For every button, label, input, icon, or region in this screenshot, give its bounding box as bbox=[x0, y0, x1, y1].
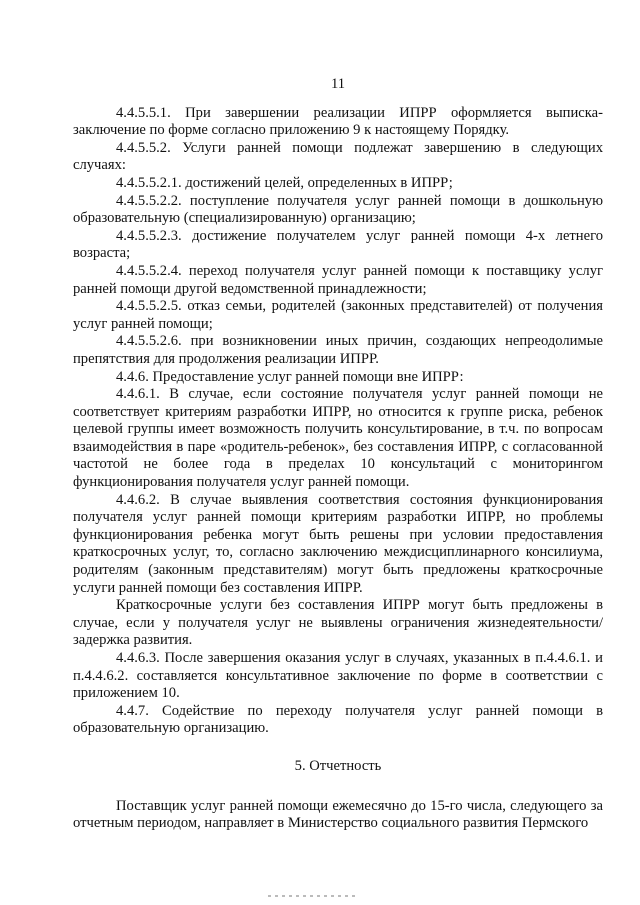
paragraph: 4.4.6. Предоставление услуг ранней помощи вне ИПРР: bbox=[116, 368, 464, 385]
page-number: 11 bbox=[330, 76, 346, 92]
paragraph: 4.4.5.5.1. При завершении реализации ИПРР оформляется выписка-заключение по форме согласно приложению 9 к настоящему Порядку. bbox=[73, 104, 603, 139]
paragraph: 4.4.5.5.2.6. при возникновении иных причин, создающих непреодолимые препятствия для продолжения реализации ИПРР. bbox=[73, 333, 603, 367]
paragraph: 4.4.6.3. После завершения оказания услуг в случаях, указанных в п.4.4.6.1. и п.4.4.6.2. составляется консультативное заключение по форме в соответствии с приложением 10. bbox=[73, 650, 603, 702]
closing-paragraph: Поставщик услуг ранней помощи ежемесячно до 15-го числа, следующего за отчетным периодом, направляет в Министерство социального развития Пермского bbox=[73, 797, 603, 832]
section-title: 5. Отчетность bbox=[294, 757, 382, 774]
scan-artifact bbox=[268, 895, 358, 897]
paragraph: 4.4.5.5.2.1. достижений целей, определенных в ИПРР; bbox=[116, 174, 453, 191]
paragraph: 4.4.5.5.2.3. достижение получателем услуг ранней помощи 4-х летнего возраста; bbox=[73, 227, 603, 262]
paragraph: Краткосрочные услуги без составления ИПРР могут быть предложены в случае, если у получателя услуг не выявлены ограничения жизнедеятельности/задержка развития. bbox=[73, 597, 603, 649]
paragraph: 4.4.5.5.2.2. поступление получателя услуг ранней помощи в дошкольную образовательную (специализированную) организацию; bbox=[73, 192, 603, 227]
paragraph: 4.4.5.5.2.5. отказ семьи, родителей (законных представителей) от получения услуг ранней помощи; bbox=[73, 298, 603, 332]
paragraph: 4.4.7. Содействие по переходу получателя услуг ранней помощи в образовательную организацию. bbox=[73, 702, 603, 737]
paragraph: 4.4.6.1. В случае, если состояние получателя услуг ранней помощи не соответствует критериям разработки ИПРР, но относится к группе риска, ребенок целевой группы имеет возможность получить консультирование, в т.ч. по вопросам взаимодействия в паре «родитель-ребенок», без составления ИПРР, с согласованной частотой не более года в пределах 10 консультаций с мониторингом функционирования получателя услуг ранней помощи. bbox=[73, 386, 603, 491]
paragraph: 4.4.5.5.2. Услуги ранней помощи подлежат завершению в следующих случаях: bbox=[73, 139, 603, 174]
paragraph: 4.4.5.5.2.4. переход получателя услуг ранней помощи к поставщику услуг ранней помощи другой ведомственной принадлежности; bbox=[73, 262, 603, 297]
paragraph: 4.4.6.2. В случае выявления соответствия состояния функционирования получателя услуг ранней помощи критериям разработки ИПРР, но проблемы функционирования ребенка могут быть решены при условии предоставления краткосрочных услуг, то, согласно заключению междисциплинарного консилиума, родителям (законным представителям) могут быть предложены краткосрочные услуги ранней помощи без составления ИПРР. bbox=[73, 491, 603, 596]
